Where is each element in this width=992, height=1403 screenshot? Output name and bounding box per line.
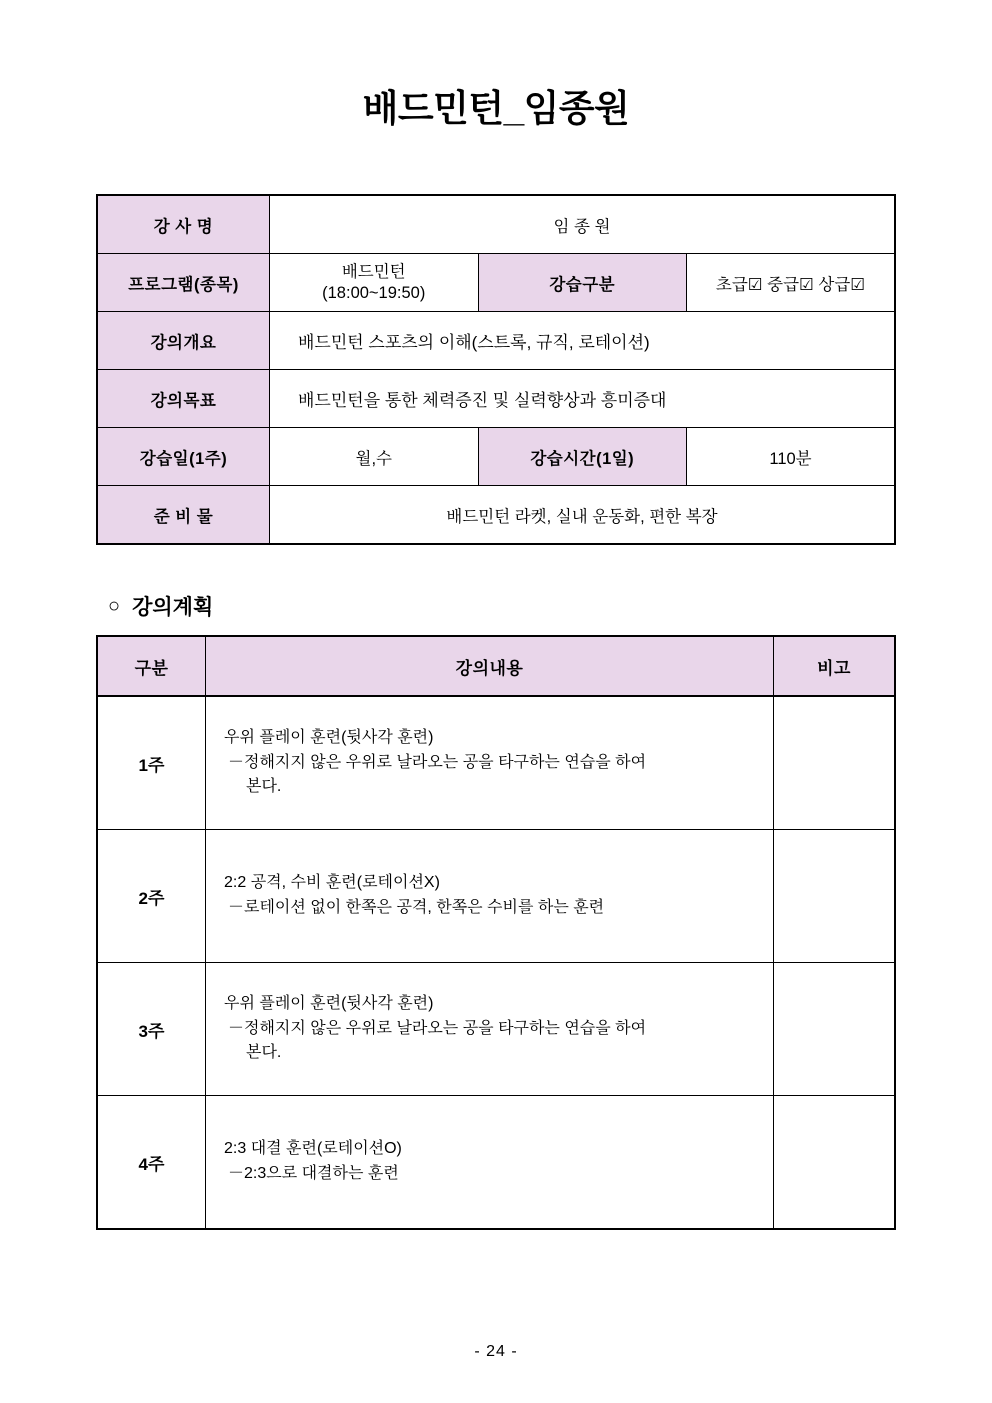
table-header-row bbox=[97, 636, 895, 696]
table-row bbox=[97, 254, 895, 312]
content-line-2: －정해지지 않은 우위로 날라오는 공을 타구하는 연습을 하여 bbox=[228, 753, 647, 771]
page-number: - 24 - bbox=[474, 1343, 518, 1360]
table-row bbox=[97, 312, 895, 370]
materials-value: 배드민턴 라켓, 실내 운동화, 편한 복장 bbox=[270, 486, 896, 545]
plan-heading-label: 강의계획 bbox=[132, 596, 214, 619]
circle-bullet-icon: ○ bbox=[108, 594, 121, 617]
week-cell: 4주 bbox=[97, 1096, 206, 1230]
materials-label: 준 비 물 bbox=[97, 486, 270, 545]
program-time: (18:00~19:50) bbox=[322, 283, 426, 302]
content-cell bbox=[206, 963, 774, 1096]
table-row bbox=[97, 486, 895, 545]
lesson-plan-table bbox=[96, 635, 896, 1230]
content-line-1: 2:3 대결 훈련(로테이션O) bbox=[224, 1140, 402, 1158]
plan-section-heading bbox=[108, 591, 896, 621]
content-line-3: 본다. bbox=[246, 1044, 282, 1062]
table-row bbox=[97, 428, 895, 486]
header-content: 강의내용 bbox=[206, 636, 774, 696]
table-row bbox=[97, 830, 895, 963]
note-cell bbox=[774, 696, 896, 830]
note-cell bbox=[774, 1096, 896, 1230]
week-cell: 3주 bbox=[97, 963, 206, 1096]
note-cell bbox=[774, 830, 896, 963]
content-cell bbox=[206, 1096, 774, 1230]
week-cell: 2주 bbox=[97, 830, 206, 963]
table-row bbox=[97, 696, 895, 830]
header-week: 구분 bbox=[97, 636, 206, 696]
instructor-value: 임 종 원 bbox=[270, 195, 896, 254]
note-cell bbox=[774, 963, 896, 1096]
overview-value: 배드민턴 스포츠의 이해(스트록, 규직, 로테이션) bbox=[270, 312, 896, 370]
content-line-1: 우위 플레이 훈련(뒷사각 훈련) bbox=[224, 994, 434, 1012]
content-cell bbox=[206, 696, 774, 830]
goal-value: 배드민턴을 통한 체력증진 및 실력향상과 흥미증대 bbox=[270, 370, 896, 428]
duration-label: 강습시간(1일) bbox=[478, 428, 687, 486]
header-note: 비고 bbox=[774, 636, 896, 696]
table-row bbox=[97, 370, 895, 428]
program-name: 배드민턴 bbox=[341, 262, 406, 281]
content-line-2: －로테이션 없이 한쪽은 공격, 한쪽은 수비를 하는 훈련 bbox=[228, 899, 605, 916]
content-line-3: 본다. bbox=[246, 778, 282, 796]
level-value: 초급☑ 중급☑ 상급☑ bbox=[687, 254, 896, 312]
content-cell bbox=[206, 830, 774, 963]
content-line-2: －2:3으로 대결하는 훈련 bbox=[228, 1165, 399, 1182]
content-line-2: －정해지지 않은 우위로 날라오는 공을 타구하는 연습을 하여 bbox=[228, 1019, 647, 1037]
instructor-label: 강 사 명 bbox=[97, 195, 270, 254]
goal-label: 강의목표 bbox=[97, 370, 270, 428]
table-row bbox=[97, 195, 895, 254]
program-value bbox=[270, 254, 479, 312]
table-row bbox=[97, 963, 895, 1096]
content-line-1: 2:2 공격, 수비 훈련(로테이션X) bbox=[224, 874, 440, 892]
content-line-1: 우위 플레이 훈련(뒷사각 훈련) bbox=[224, 728, 434, 746]
table-row bbox=[97, 1096, 895, 1230]
days-value: 월,수 bbox=[270, 428, 479, 486]
course-info-table bbox=[96, 194, 896, 545]
week-cell: 1주 bbox=[97, 696, 206, 830]
page-title: 배드민턴_임종원 bbox=[362, 88, 630, 129]
duration-value: 110분 bbox=[687, 428, 896, 486]
days-label: 강습일(1주) bbox=[97, 428, 270, 486]
program-label: 프로그램(종목) bbox=[97, 254, 270, 312]
overview-label: 강의개요 bbox=[97, 312, 270, 370]
level-label: 강습구분 bbox=[478, 254, 687, 312]
